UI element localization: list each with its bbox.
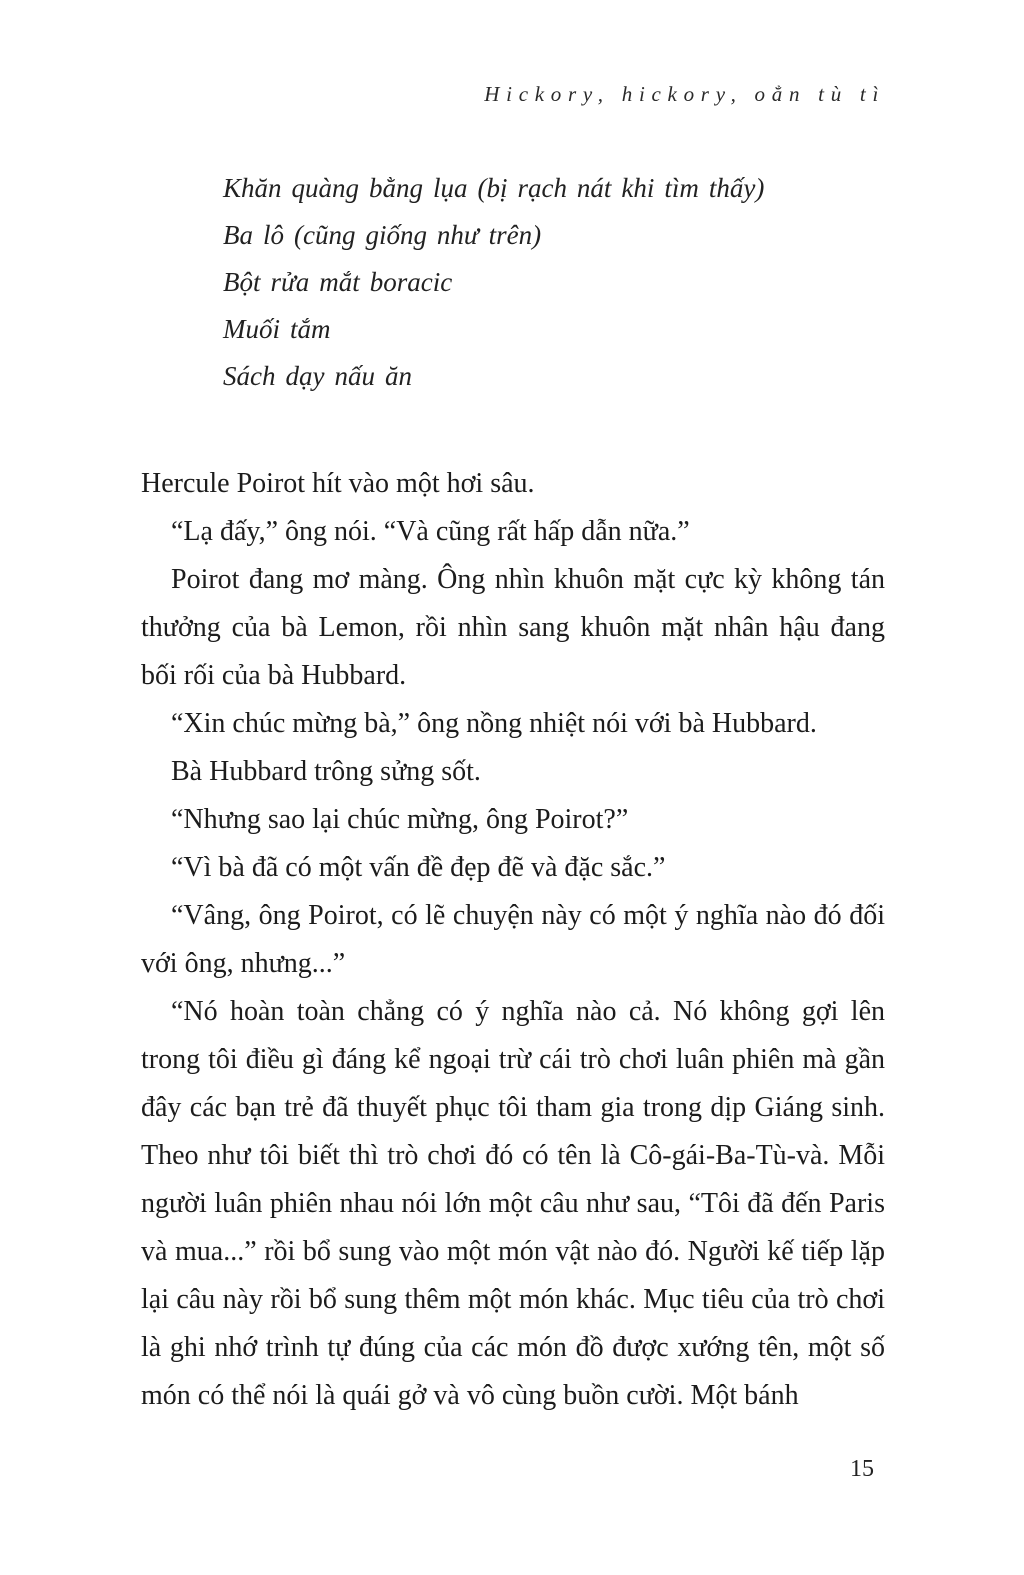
paragraph: “Lạ đấy,” ông nói. “Và cũng rất hấp dẫn nữa.”	[171, 516, 690, 547]
inventory-list-item: Bột rửa mắt boracic	[223, 267, 453, 297]
body-paragraphs	[141, 460, 885, 1420]
paragraph: “Xin chúc mừng bà,” ông nồng nhiệt nói với bà Hubbard.	[171, 708, 817, 739]
inventory-list-item: Ba lô (cũng giống như trên)	[223, 220, 542, 250]
paragraph: Poirot đang mơ màng. Ông nhìn khuôn mặt cực kỳ không tán thưởng của bà Lemon, rồi nhìn sang khuôn mặt nhân hậu đang bối rối của bà Hubbard.	[141, 564, 885, 691]
inventory-list-item: Khăn quàng bằng lụa (bị rạch nát khi tìm thấy)	[223, 173, 765, 203]
paragraph: Bà Hubbard trông sửng sốt.	[171, 756, 481, 787]
paragraph: Hercule Poirot hít vào một hơi sâu.	[141, 468, 535, 499]
paragraph: “Nhưng sao lại chúc mừng, ông Poirot?”	[171, 804, 629, 835]
paragraph: “Vâng, ông Poirot, có lẽ chuyện này có một ý nghĩa nào đó đối với ông, nhưng...”	[141, 900, 885, 979]
paragraph: “Vì bà đã có một vấn đề đẹp đẽ và đặc sắc.”	[171, 852, 666, 883]
paragraph: “Nó hoàn toàn chẳng có ý nghĩa nào cả. Nó không gợi lên trong tôi điều gì đáng kể ngoại trừ cái trò chơi luân phiên mà gần đây các bạn trẻ đã thuyết phục tôi tham gia trong dịp Giáng sinh. Theo như tôi biết thì trò chơi đó có tên là Cô-gái-Ba-Tù-và. Mỗi người luân phiên nhau nói lớn một câu như sau, “Tôi đã đến Paris và mua...” rồi bổ sung vào một món vật nào đó. Người kế tiếp lặp lại câu này rồi bổ sung thêm một món khác. Mục tiêu của trò chơi là ghi nhớ trình tự đúng của các món đồ được xướng tên, một số món có thể nói là quái gở và vô cùng buồn cười. Một bánh	[141, 996, 885, 1411]
running-head-title: Hickory, hickory, oẳn tù tì	[484, 82, 885, 106]
inventory-list-item: Sách dạy nấu ăn	[223, 361, 412, 391]
inventory-list-item: Muối tắm	[223, 314, 331, 344]
inventory-list	[223, 165, 885, 400]
page-number: 15	[850, 1456, 874, 1482]
